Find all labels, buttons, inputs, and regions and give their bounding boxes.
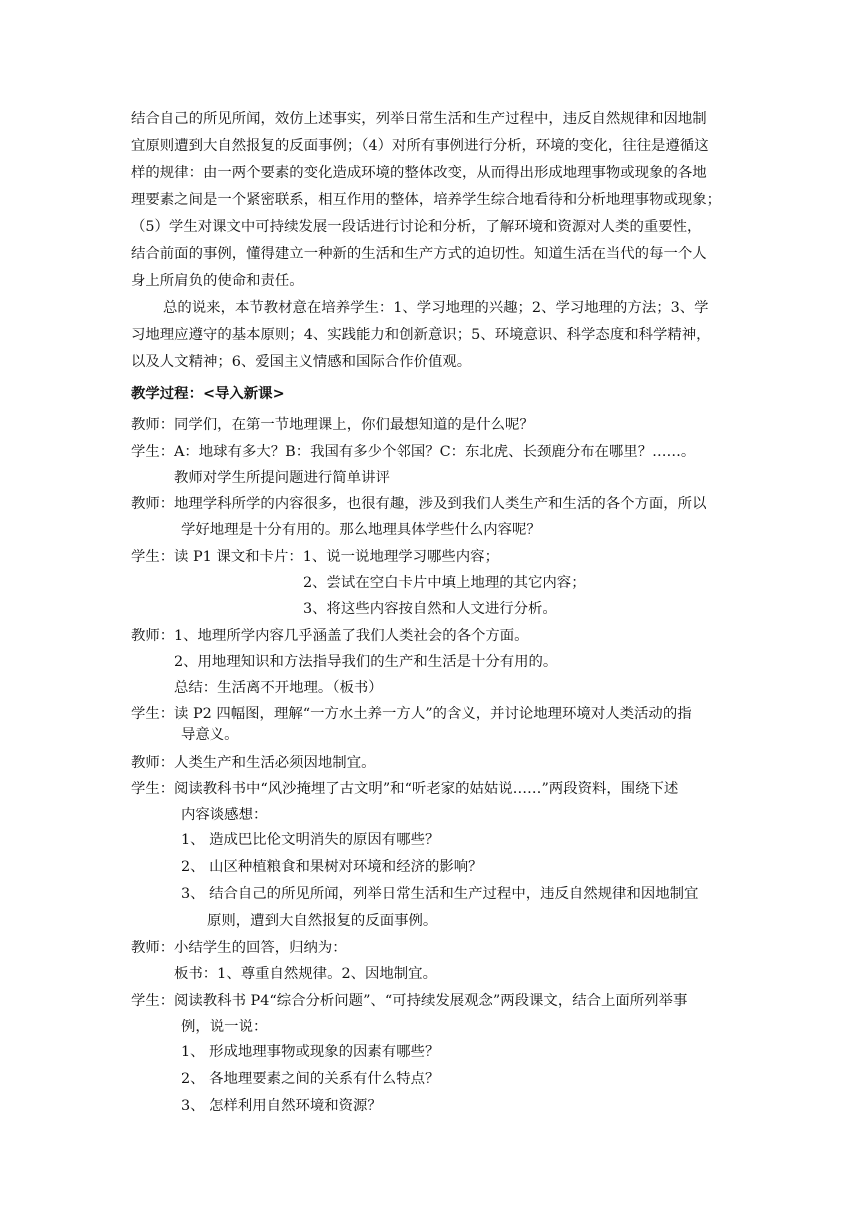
intro-line: 结合自己的所见所闻，效仿上述事实，列举日常生活和生产过程中，违反自然规律和因地制 <box>131 111 707 127</box>
dialog-line: 导意义。 <box>181 727 239 743</box>
speaker-teacher: 教师： <box>131 496 175 512</box>
section-heading: 教学过程：<导入新课> <box>131 386 285 402</box>
speaker-student: 学生： <box>131 444 175 460</box>
dialog-line: 读 P1 课文和卡片：1、说一说地理学习哪些内容； <box>174 549 499 565</box>
speaker-student: 学生： <box>131 549 175 565</box>
dialog-line: 2、用地理知识和方法指导我们的生产和生活是十分有用的。 <box>174 654 558 670</box>
list-item-continuation: 原则，遭到大自然报复的反面事例。 <box>207 913 438 929</box>
speaker-student: 学生： <box>131 706 175 722</box>
dialog-line: 3、将这些内容按自然和人文进行分析。 <box>303 601 557 617</box>
speaker-student: 学生： <box>131 993 175 1009</box>
dialog-line: 读 P2 四幅图，理解“一方水土养一方人”的含义，并讨论地理环境对人类活动的指 <box>174 706 692 722</box>
dialog-note: 教师对学生所提问题进行简单讲评 <box>174 470 390 486</box>
dialog-line: 例，说一说： <box>181 1019 268 1035</box>
speaker-teacher: 教师： <box>131 628 175 644</box>
list-item: 1、 造成巴比伦文明消失的原因有哪些？ <box>181 832 440 848</box>
list-item: 3、 怎样利用自然环境和资源？ <box>181 1098 382 1114</box>
speaker-student: 学生： <box>131 781 175 797</box>
summary-line: 总的说来，本节教材意在培养学生：1、学习地理的兴趣；2、学习地理的方法；3、学 <box>163 300 709 316</box>
dialog-line: 内容谈感想： <box>181 807 268 823</box>
intro-line: （5）学生对课文中可持续发展一段话进行讨论和分析，了解环境和资源对人类的重要性， <box>131 219 702 235</box>
intro-line: 宜原则遭到大自然报复的反面事例；（4）对所有事例进行分析，环境的变化，往往是遵循这 <box>131 138 709 154</box>
dialog-line: 阅读教科书中“风沙掩埋了古文明”和“听老家的姑姑说……”两段资料，围绕下述 <box>174 781 679 797</box>
summary-line: 以及人文精神；6、爱国主义情感和国际合作价值观。 <box>131 354 472 370</box>
dialog-line: 同学们，在第一节地理课上，你们最想知道的是什么呢？ <box>174 417 534 433</box>
speaker-teacher: 教师： <box>131 755 175 771</box>
intro-line: 身上所肩负的使命和责任。 <box>131 273 304 289</box>
speaker-teacher: 教师： <box>131 417 175 433</box>
dialog-line: 总结：生活离不开地理。（板书） <box>174 680 383 696</box>
dialog-line: 学好地理是十分有用的。那么地理具体学些什么内容呢？ <box>181 522 541 538</box>
dialog-line: 板书：1、尊重自然规律。2、因地制宜。 <box>174 966 437 982</box>
dialog-line: 小结学生的回答，归纳为： <box>174 940 347 956</box>
intro-line: 理要素之间是一个紧密联系，相互作用的整体，培养学生综合地看待和分析地理事物或现象； <box>131 192 722 208</box>
dialog-line: 1、地理所学内容几乎涵盖了我们人类社会的各个方面。 <box>174 628 529 644</box>
list-item: 1、 形成地理事物或现象的因素有哪些？ <box>181 1044 440 1060</box>
dialog-line: 人类生产和生活必须因地制宜。 <box>174 755 376 771</box>
intro-line: 结合前面的事例，懂得建立一种新的生活和生产方式的迫切性。知道生活在当代的每一个人 <box>131 246 707 262</box>
intro-line: 样的规律：由一两个要素的变化造成环境的整体改变，从而得出形成地理事物或现象的各地 <box>131 165 707 181</box>
dialog-line: 阅读教科书 P4“综合分析问题”、“可持续发展观念”两段课文，结合上面所列举事 <box>174 993 688 1009</box>
speaker-teacher: 教师： <box>131 940 175 956</box>
dialog-line: A：地球有多大？B：我国有多少个邻国？C：东北虎、长颈鹿分布在哪里？……。 <box>174 444 696 460</box>
summary-line: 习地理应遵守的基本原则；4、实践能力和创新意识；5、环境意识、科学态度和科学精神， <box>131 327 711 343</box>
list-item: 2、 山区种植粮食和果树对环境和经济的影响？ <box>181 859 483 875</box>
dialog-line: 地理学科所学的内容很多，也很有趣，涉及到我们人类生产和生活的各个方面，所以 <box>174 496 707 512</box>
dialog-line: 2、尝试在空白卡片中填上地理的其它内容； <box>303 575 586 591</box>
list-item: 2、 各地理要素之间的关系有什么特点？ <box>181 1071 440 1087</box>
list-item: 3、 结合自己的所见所闻，列举日常生活和生产过程中，违反自然规律和因地制宜 <box>181 886 699 902</box>
